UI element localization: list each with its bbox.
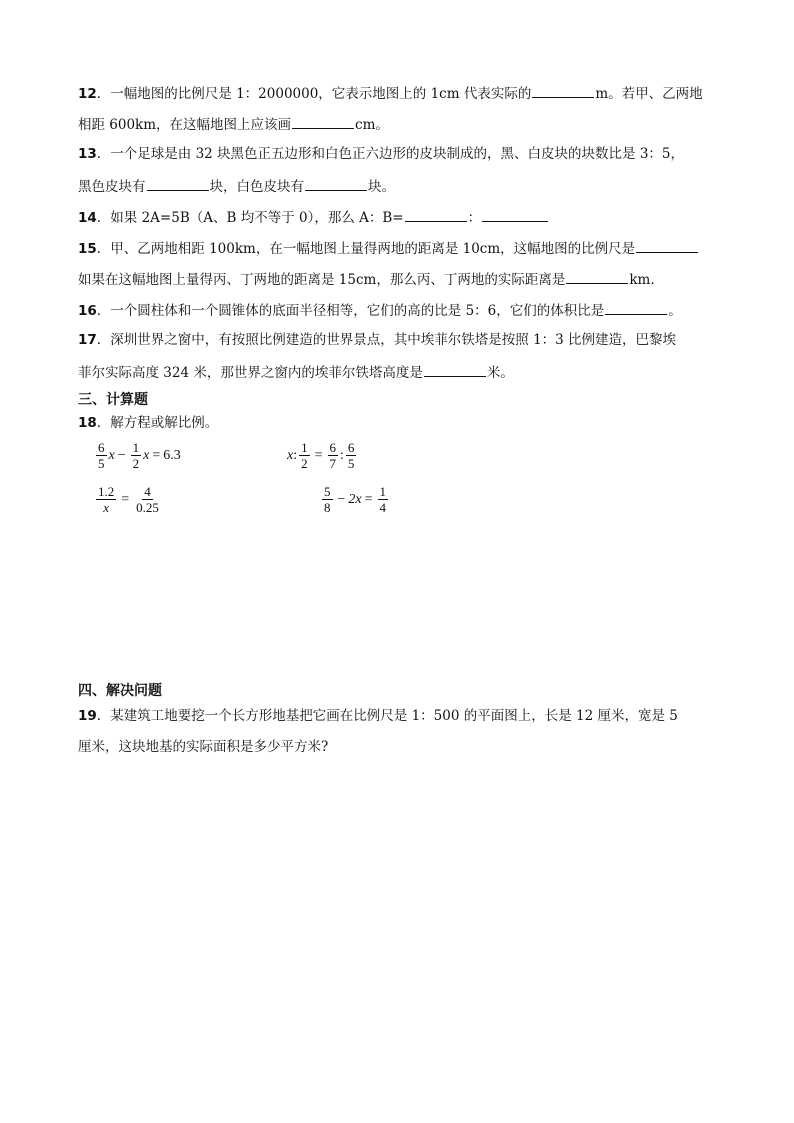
question-number: 18 bbox=[78, 415, 97, 431]
fraction: $\frac{6}{5}$ bbox=[98, 440, 105, 471]
section-heading-problem-solving: 四、解决问题 bbox=[78, 683, 162, 699]
question-13-line1: 13．一个足球是由 32 块黑色正五边形和白色正六边形的皮块制成的，黑、白皮块的块数比是 3：5， bbox=[78, 146, 685, 162]
fraction: $\frac{5}{8}$ bbox=[324, 484, 331, 515]
question-number: 17 bbox=[78, 332, 97, 348]
question-19-line2: 厘米，这块地基的实际面积是多少平方米? bbox=[78, 739, 329, 755]
question-12-line2: 相距 600km，在这幅地图上应该画 cm。 bbox=[78, 114, 389, 134]
question-number: 16 bbox=[78, 303, 97, 319]
question-number: 12 bbox=[78, 86, 97, 102]
question-14: 14．如果 2A=5B（A、B 均不等于 0），那么 A：B= ： bbox=[78, 207, 549, 227]
fraction: $\frac{1}{4}$ bbox=[379, 484, 387, 515]
question-19-line1: 19．某建筑工地要挖一个长方形地基把它画在比例尺是 1：500 的平面图上，长是 12 厘米，宽是 5 bbox=[78, 708, 678, 724]
equation-4: $\frac{5}{8}$ − 2x = $\frac{1}{4}$ bbox=[324, 484, 387, 515]
equation-3: $\frac{1.2}{x}$ = $\frac{4}{0.25}$ bbox=[98, 484, 159, 515]
fraction: $\frac{6}{7}$ bbox=[329, 440, 337, 471]
question-13-line2: 黑色皮块有 块，白色皮块有 块。 bbox=[78, 176, 395, 196]
answer-blank[interactable] bbox=[482, 207, 548, 222]
answer-blank[interactable] bbox=[292, 114, 354, 129]
question-17-line2: 菲尔实际高度 324 米，那世界之窗内的埃菲尔铁塔高度是 米。 bbox=[78, 362, 514, 382]
question-number: 19 bbox=[78, 708, 97, 724]
answer-blank[interactable] bbox=[566, 269, 628, 284]
question-number: 15 bbox=[78, 241, 97, 257]
question-17-line1: 17．深圳世界之窗中，有按照比例建造的世界景点，其中埃菲尔铁塔是按照 1：3 比例建造，巴黎埃 bbox=[78, 332, 677, 348]
question-number: 14 bbox=[78, 210, 97, 226]
equation-2: x : $\frac{1}{2}$ = $\frac{6}{7}$ : $\frac{6}{5}$ bbox=[287, 440, 355, 471]
fraction: $\frac{1}{2}$ bbox=[132, 440, 140, 471]
answer-blank[interactable] bbox=[424, 362, 486, 377]
answer-blank[interactable] bbox=[636, 238, 698, 253]
fraction: $\frac{1.2}{x}$ bbox=[98, 484, 115, 515]
answer-blank[interactable] bbox=[605, 300, 667, 315]
question-16: 16．一个圆柱体和一个圆锥体的底面半径相等，它们的高的比是 5：6，它们的体积比是 。 bbox=[78, 300, 682, 320]
fraction: $\frac{1}{2}$ bbox=[301, 440, 308, 471]
question-15-line2: 如果在这幅地图上量得丙、丁两地的距离是 15cm，那么丙、丁两地的实际距离是 km. bbox=[78, 269, 655, 289]
question-12-line1: 12．一幅地图的比例尺是 1：2000000，它表示地图上的 1cm 代表实际的 m。若甲、乙两地 bbox=[78, 83, 703, 103]
answer-blank[interactable] bbox=[147, 176, 209, 191]
answer-blank[interactable] bbox=[405, 207, 467, 222]
question-18: 18．解方程或解比例。 bbox=[78, 415, 219, 431]
question-15-line1: 15．甲、乙两地相距 100km，在一幅地图上量得两地的距离是 10cm，这幅地图的比例尺是 bbox=[78, 238, 699, 258]
answer-blank[interactable] bbox=[532, 83, 594, 98]
fraction: $\frac{4}{0.25}$ bbox=[136, 484, 159, 515]
equation-1: $\frac{6}{5}$ x − $\frac{1}{2}$ x = 6.3 bbox=[98, 440, 181, 471]
question-number: 13 bbox=[78, 146, 97, 162]
section-heading-calculation: 三、计算题 bbox=[78, 392, 148, 408]
answer-blank[interactable] bbox=[305, 176, 367, 191]
fraction: $\frac{6}{5}$ bbox=[347, 440, 355, 471]
